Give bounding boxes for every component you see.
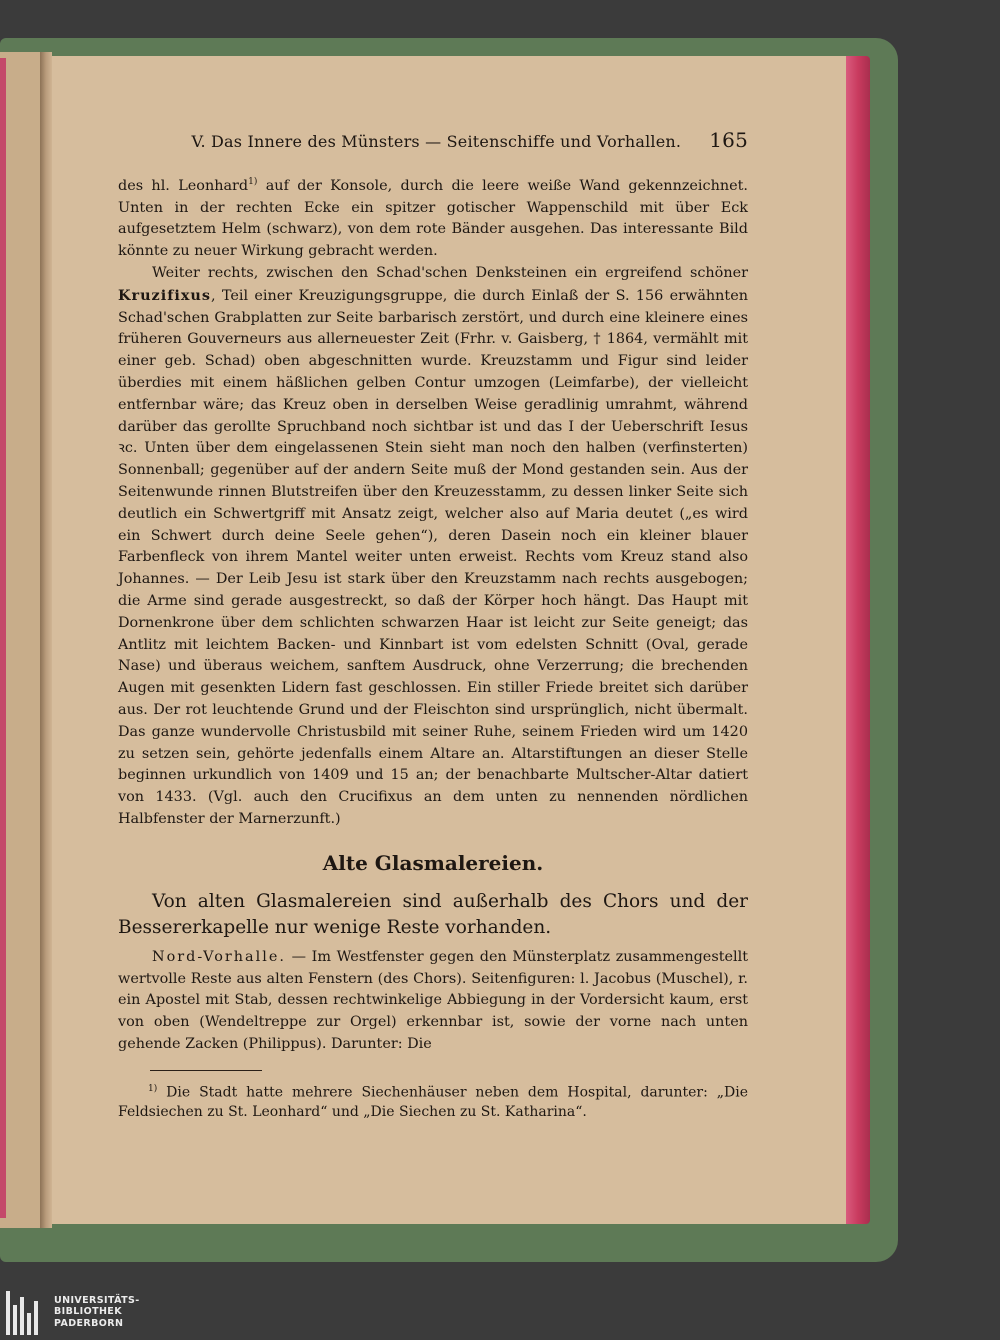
logo-line-3: PADERBORN [54,1317,124,1329]
running-header [118,128,748,152]
left-page-edge [0,58,6,1218]
right-page-edge [846,56,870,1224]
footnote-rule [150,1070,262,1071]
book-gutter [40,52,52,1228]
paragraph-1-rest: auf der Konsole, durch die leere weiße Wand gekennzeichnet. Unten in der rechten Ecke ein spitzer gotischer Wappenschild mit über Eck aufgesetztem Helm (schwarz), von dem rote Bänder ausgehen. Das interessante Bild könnte zu neuer Wirkung gebracht werden. [118,177,749,260]
paragraph-2 [118,263,748,831]
library-logo-text [54,1295,140,1330]
footnote-reference: 1) [248,177,258,187]
library-logo-icon [4,1289,44,1335]
paragraph-1 [118,172,748,263]
paragraph-1-start: des hl. Leonhard [118,177,249,194]
paragraph-2-rest: , Teil einer Kreuzigungsgruppe, die durch Einlaß der S. 156 erwähnten Schad'schen Grabplatten zur Seite barbarisch zerstört, und durch eine kleinere eines früheren Gouverneurs aus allerneuester Zeit (Frhr. v. Gaisberg, † 1864, vermählt mit einer geb. Schad) oben abgeschnitten wurde. Kreuzstamm und Figur sind leider überdies mit einem häßlichen gelben Contur umzogen (Leimfarbe), der vielleicht entfernbar wäre; das Kreuz oben in derselben Weise geradlinig umrahmt, während darüber das gerollte Spruchband noch sichtbar ist und das I der Ueberschrift Iesus ꝛc. Unten über dem eingelassenen Stein sieht man noch den halben (verfinsterten) Sonnenball; gegenüber auf der andern Seite muß der Mond gestanden sein. Aus der Seitenwunde rinnen Blutstreifen über den Kreuzesstamm, zu dessen linker Seite sich deutlich ein Schwertgriff mit Ansatz zeigt, welcher also auf Maria deutet („es wird ein Schwert durch deine Seele gehen“), deren Dasein noch ein kleiner blauer Farbenfleck von ihrem Mantel weiter unten erweist. Rechts vom Kreuz stand also Johannes. — Der Leib Jesu ist stark über den Kreuzstamm nach rechts ausgebogen; die Arme sind gerade ausgestreckt, so daß der Körper hoch hängt. Das Haupt mit Dornenkrone über dem schlichten schwarzen Haar ist leicht zur Seite geneigt; das Antlitz mit leichtem Backen- und Kinnbart ist vom edelsten Schnitt (Oval, gerade Nase) und überaus weichem, sanftem Ausdruck, ohne Verzerrung; die brechenden Augen mit gesenkten Lidern fast geschlossen. Ein stiller Friede breitet sich darüber aus. Der rot leuchtende Grund und der Fleischton sind ursprünglich, nicht übermalt. Das ganze wundervolle Christusbild mit seiner Ruhe, seinem Frieden wird um 1420 zu setzen sein, gehörte jedenfalls einem Altare an. Altarstiftungen an dieser Stelle beginnen urkundlich von 1409 und 15 an; der benachbarte Multscher-Altar datiert von 1433. (Vgl. auch den Crucifixus an dem unten zu nennenden nördlichen Halbfenster der Marnerzunft.) [118,287,748,827]
logo-line-1: UNIVERSITÄTS- [54,1294,140,1306]
paragraph-2-start: Weiter rechts, zwischen den Schad'schen Denksteinen ein ergreifend schöner [152,264,748,281]
logo-line-2: BIBLIOTHEK [54,1306,122,1318]
nord-vorhalle-label: Nord-Vorhalle. [152,948,286,965]
library-logo [4,1288,154,1336]
section-heading: Alte Glasmalereien. [322,850,544,875]
page-text [118,128,748,1122]
page-number: 165 [709,128,748,152]
paragraph-3-text: — Im Westfenster gegen den Münsterplatz zusammengestellt wertvolle Reste aus alten Fenstern (des Chors). Seitenfiguren: l. Jacobus (Muschel), r. ein Apostel mit Stab, dessen rechtwinkelige Abbiegung in der Vordersicht kaum, erst von oben (Wendeltreppe zur Orgel) erkennbar ist, sowie der vorne nach unten gehende Zacken (Philippus). Darunter: Die [118,948,748,1052]
footnote-mark: 1) [148,1083,158,1094]
running-title: V. Das Innere des Münsters — Seitenschiffe und Vorhallen. [191,132,682,151]
emphasis-kruzifixus: Kruzifixus [118,286,211,304]
lead-paragraph: Von alten Glasmalereien sind außerhalb des Chors und der Bessererkapelle nur wenige Reste vorhanden. [118,890,748,938]
footnote-text: Die Stadt hatte mehrere Siechenhäuser neben dem Hospital, darunter: „Die Feldsiechen zu St. Leonhard“ und „Die Siechen zu St. Katharina“. [118,1084,748,1121]
paragraph-3 [118,947,748,1056]
footnote [118,1079,748,1123]
